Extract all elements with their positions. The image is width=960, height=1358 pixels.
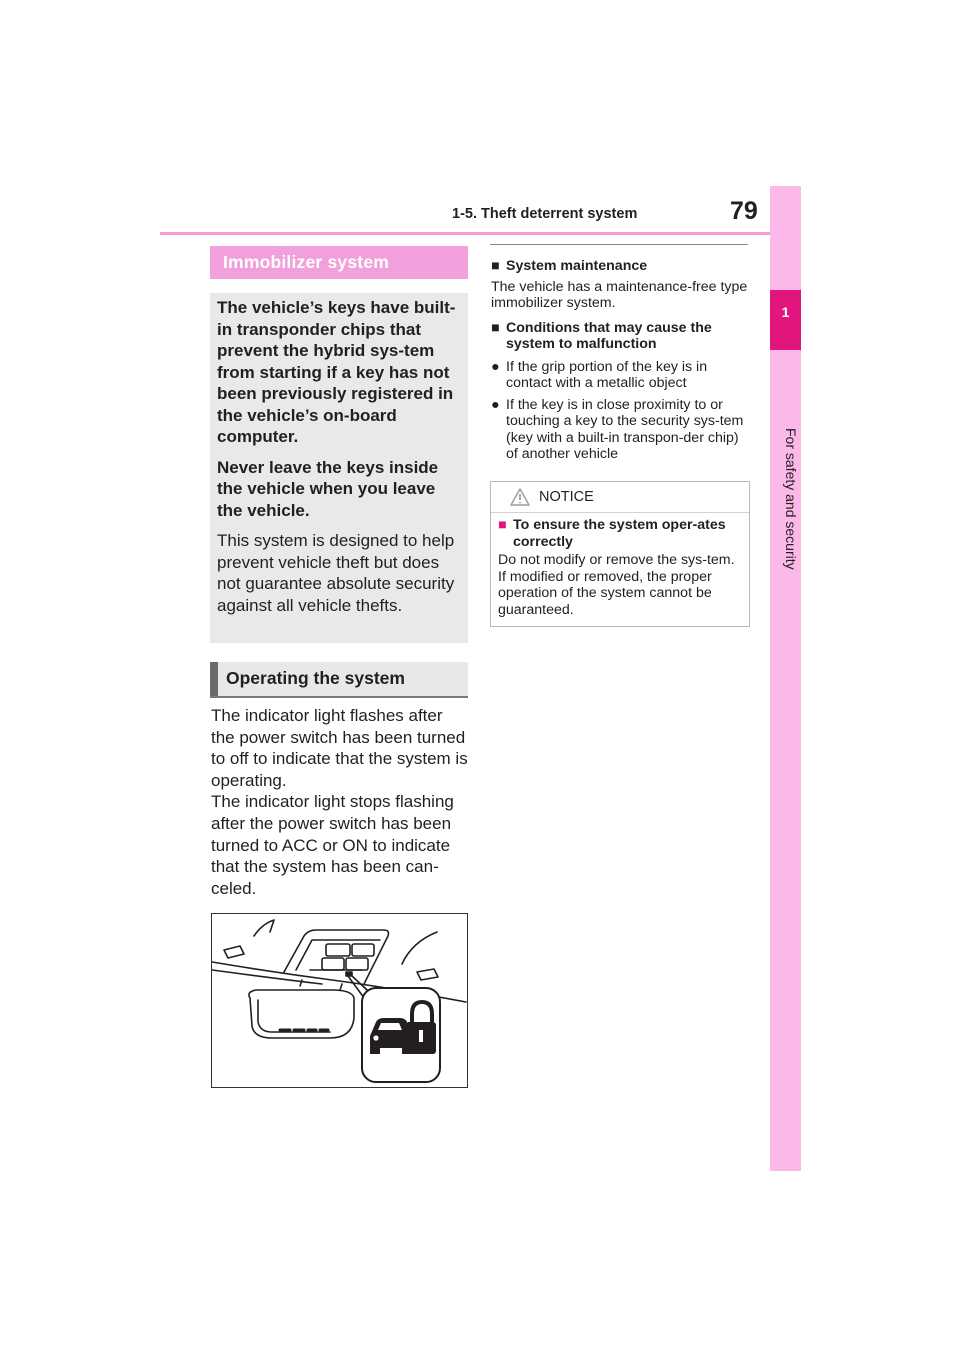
notice-subheading [498, 517, 758, 550]
header-rule [160, 232, 770, 235]
maintenance-heading [491, 258, 749, 275]
malfunction-heading-text: Conditions that may cause the system to malfunction [506, 319, 712, 352]
right-column-rule [490, 244, 748, 245]
bullet-text: If the key is in close proximity to or touching a key to the security sys-tem (key with a built-in transpon-der chip) of another vehicle [506, 396, 744, 462]
car-lock-indicator-icon [362, 988, 440, 1082]
intro-bold-1: The vehicle’s keys have built-in transponder chips that prevent the hybrid sys-tem from starting if a key has not been previously registered in the vehicle’s on-board computer. [217, 298, 456, 446]
malfunction-bullet-1 [491, 359, 749, 392]
heading-operating [210, 662, 468, 698]
square-bullet-icon: ■ [498, 517, 507, 533]
heading-immobilizer-text: Immobilizer system [223, 252, 390, 272]
overhead-console-drawing [212, 914, 467, 1087]
malfunction-heading [491, 320, 749, 353]
heading-immobilizer [210, 246, 468, 279]
right-column [491, 258, 749, 468]
notice-box [490, 481, 750, 627]
page-number: 79 [730, 197, 758, 225]
malfunction-bullet-2 [491, 397, 749, 463]
notice-subheading-text: To ensure the system oper-ates correctly [513, 517, 726, 550]
chapter-number: 1 [781, 304, 790, 320]
heading-accent-bar [210, 662, 218, 696]
chapter-title: For safety and security [783, 428, 799, 570]
operating-paragraph-1: The indicator light flashes after the power switch has been turned to off to indicate that the system is operating. [211, 706, 468, 790]
maintenance-text: The vehicle has a maintenance-free type immobilizer system. [491, 278, 748, 311]
indicator-light-illustration [211, 913, 468, 1088]
operating-body [211, 705, 469, 899]
notice-header [491, 482, 749, 513]
operating-paragraph-2: The indicator light stops flashing after the power switch has been turned to ACC or ON to indicate that the system has been can-celed. [211, 792, 454, 898]
round-bullet-icon: ● [491, 396, 500, 413]
intro-normal: This system is designed to help prevent vehicle theft but does not guarantee absolute security against all vehicle thefts. [217, 531, 455, 615]
notice-text: Do not modify or remove the sys-tem. If modified or removed, the proper operation of the system cannot be guaranteed. [498, 552, 735, 618]
round-bullet-icon: ● [491, 358, 500, 375]
notice-title: NOTICE [539, 489, 594, 505]
square-bullet-icon: ■ [491, 319, 500, 336]
heading-operating-text: Operating the system [226, 668, 405, 688]
intro-box [210, 293, 468, 643]
square-bullet-icon: ■ [491, 258, 500, 274]
bullet-text: If the grip portion of the key is in contact with a metallic object [506, 358, 708, 391]
warning-triangle-icon [510, 488, 530, 506]
intro-bold-2: Never leave the keys inside the vehicle when you leave the vehicle. [217, 457, 439, 520]
maintenance-heading-text: System maintenance [506, 258, 648, 274]
chapter-number-box [770, 290, 801, 350]
section-title: 1-5. Theft deterrent system [452, 206, 638, 222]
